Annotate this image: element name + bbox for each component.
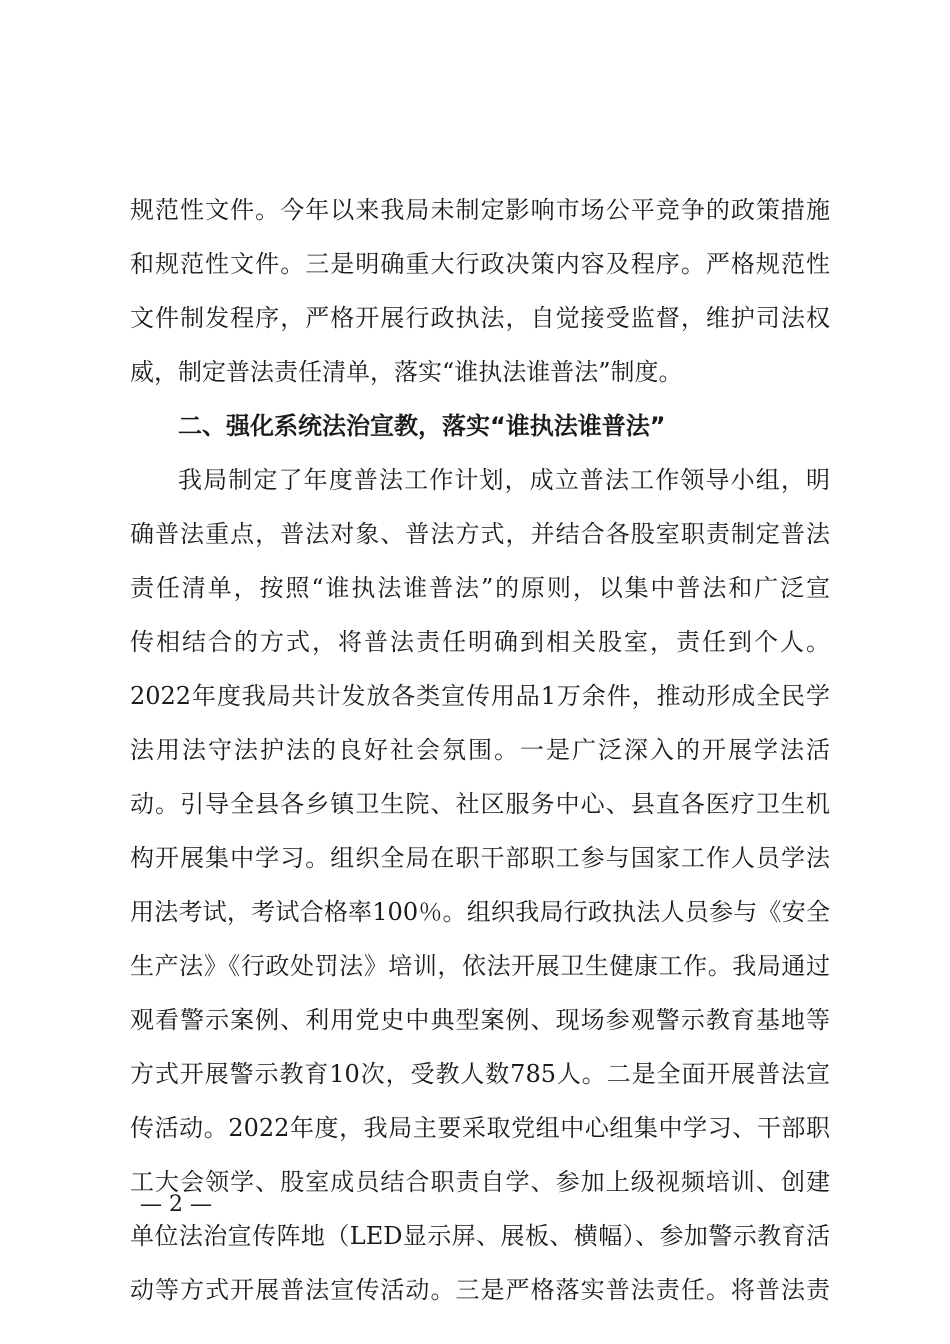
text-line: 传相结合的方式，将普法责任明确到相关股室，责任到个人。 (130, 628, 830, 656)
paragraph-1 (130, 183, 830, 399)
text-line: 规范性文件。今年以来我局未制定影响市场公平竞争的政策措施 (130, 196, 830, 224)
document-body (130, 183, 830, 1317)
text-line: 动等方式开展普法宣传活动。三是严格落实普法责任。将普法责 (130, 1276, 830, 1304)
text-line: 动。引导全县各乡镇卫生院、社区服务中心、县直各医疗卫生机 (130, 790, 830, 818)
text-line: 观看警示案例、利用党史中典型案例、现场参观警示教育基地等 (130, 1006, 830, 1034)
text-line: 法用法守法护法的良好社会氛围。一是广泛深入的开展学法活 (130, 736, 830, 764)
text-line: 方式开展警示教育10次，受教人数785人。二是全面开展普法宣 (130, 1060, 830, 1088)
text-line: 传活动。2022年度，我局主要采取党组中心组集中学习、干部职 (130, 1114, 830, 1142)
text-line: 单位法治宣传阵地（LED显示屏、展板、横幅）、参加警示教育活 (130, 1222, 830, 1250)
text-line: 威，制定普法责任清单，落实“谁执法谁普法”制度。 (130, 358, 683, 386)
text-line: 文件制发程序，严格开展行政执法，自觉接受监督，维护司法权 (130, 304, 830, 332)
text-line: 确普法重点，普法对象、普法方式，并结合各股室职责制定普法 (130, 520, 830, 548)
text-line: 和规范性文件。三是明确重大行政决策内容及程序。严格规范性 (130, 250, 830, 278)
paragraph-2 (130, 453, 830, 1317)
text-line: 2022年度我局共计发放各类宣传用品1万余件，推动形成全民学 (130, 682, 830, 710)
section-heading: 二、强化系统法治宣教，落实“谁执法谁普法” (178, 412, 666, 440)
page-number: — 2 — (140, 1192, 212, 1217)
text-line: 责任清单，按照“谁执法谁普法”的原则，以集中普法和广泛宣 (130, 574, 830, 602)
text-line: 生产法》《行政处罚法》培训，依法开展卫生健康工作。我局通过 (130, 952, 830, 980)
text-line: 工大会领学、股室成员结合职责自学、参加上级视频培训、创建 (130, 1168, 830, 1196)
text-line: 用法考试，考试合格率100％。组织我局行政执法人员参与《安全 (130, 898, 830, 926)
text-line: 我局制定了年度普法工作计划，成立普法工作领导小组，明 (178, 466, 830, 494)
text-line: 构开展集中学习。组织全局在职干部职工参与国家工作人员学法 (130, 844, 830, 872)
